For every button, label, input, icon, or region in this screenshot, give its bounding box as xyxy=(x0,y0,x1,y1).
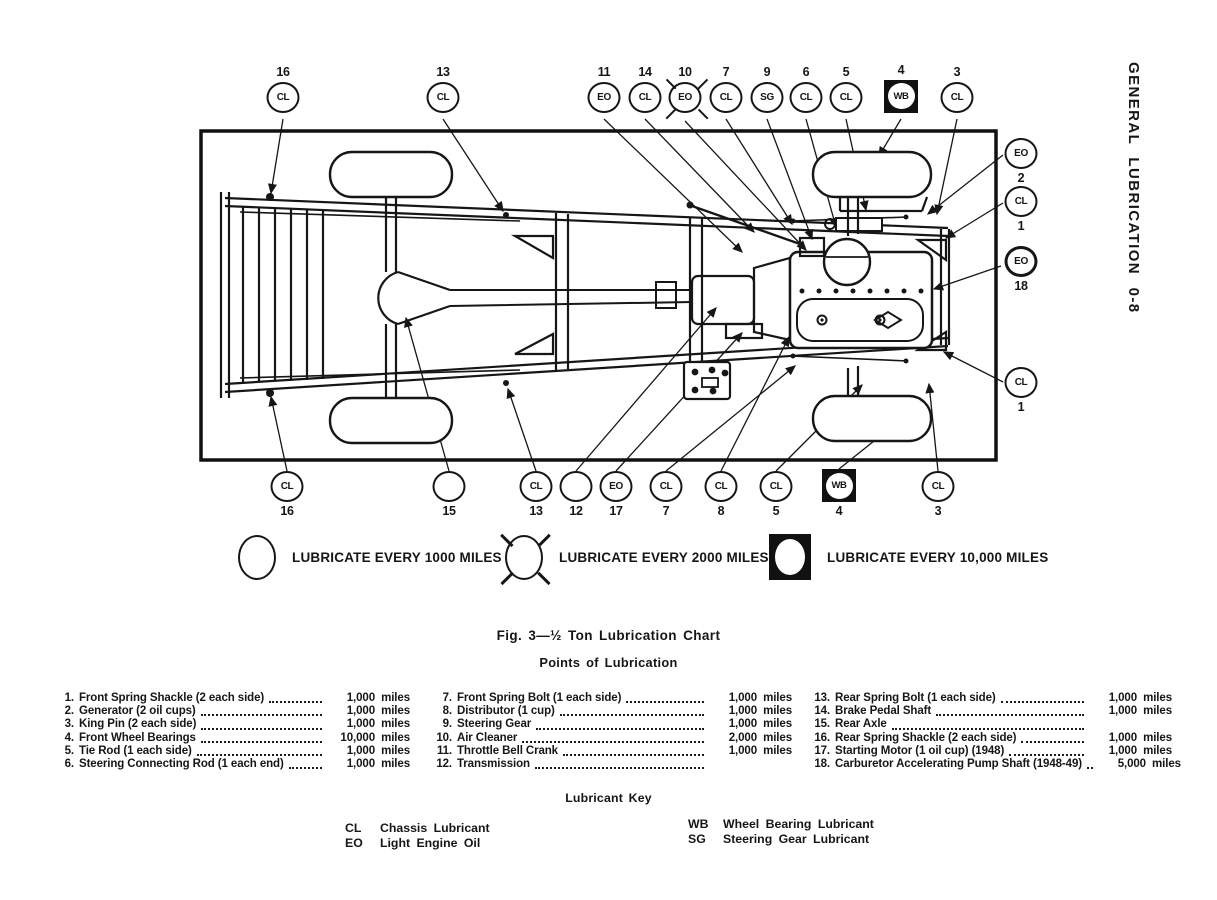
callout-top-4 xyxy=(884,64,918,113)
callout-bottom-17 xyxy=(600,471,633,518)
item-number: 12. xyxy=(436,758,452,771)
callout-top-3 xyxy=(941,66,974,113)
lubricant-key-title: Lubricant Key xyxy=(565,791,652,805)
lubricant-key-right xyxy=(688,817,874,847)
lubricant-code: CL xyxy=(659,481,673,492)
lubricant-code: CL xyxy=(276,91,290,103)
lube-1000-icon xyxy=(560,471,593,502)
list-item xyxy=(806,692,1172,705)
callout-number: 16 xyxy=(280,504,294,518)
item-interval: 1,000 miles xyxy=(728,692,792,704)
lubricant-code: EO xyxy=(1014,148,1028,159)
callout-number: 2 xyxy=(1017,171,1025,185)
list-item xyxy=(58,745,410,758)
lubricant-code: CL xyxy=(839,91,853,103)
list-item xyxy=(428,692,792,705)
lubricant-abbr: SG xyxy=(688,832,706,846)
dot-leader xyxy=(535,767,704,769)
section-page-label: GENERAL LUBRICATION 0-8 xyxy=(1125,62,1142,314)
lubricant-name: Light Engine Oil xyxy=(380,836,481,850)
callout-right-18 xyxy=(1005,246,1038,293)
callout-bottom-5 xyxy=(760,471,793,518)
points-column-1 xyxy=(58,692,410,771)
callout-number: 13 xyxy=(529,504,543,518)
lube-1000-icon xyxy=(751,82,784,113)
dot-leader xyxy=(892,728,1084,730)
legend-label: LUBRICATE EVERY 1000 MILES xyxy=(292,550,502,565)
callout-number: 1 xyxy=(1017,400,1025,414)
lubricant-code: CL xyxy=(638,91,652,103)
points-column-2 xyxy=(428,692,792,771)
lube-1000-icon xyxy=(1005,246,1038,277)
brake-plate xyxy=(684,362,730,399)
item-number: 4. xyxy=(64,731,74,744)
callout-number: 7 xyxy=(662,504,670,518)
callout-number: 1 xyxy=(1017,219,1025,233)
item-number: 18. xyxy=(814,758,830,771)
item-interval: 1,000 miles xyxy=(346,692,410,704)
callout-top-6 xyxy=(790,66,823,113)
callout-number: 14 xyxy=(638,65,652,79)
list-item xyxy=(428,745,792,758)
legend-item-1000 xyxy=(238,535,502,580)
callout-top-10 xyxy=(669,66,702,113)
lubricant-key-left xyxy=(345,821,490,851)
lube-1000-icon xyxy=(922,471,955,502)
list-item xyxy=(58,718,410,731)
list-item xyxy=(806,718,1172,731)
callout-number: 4 xyxy=(897,63,905,77)
lube-1000-icon xyxy=(267,82,300,113)
lube-1000-icon xyxy=(650,471,683,502)
lubricant-code: CL xyxy=(799,91,813,103)
tie-rod xyxy=(840,197,927,211)
callout-right-1 xyxy=(1005,186,1038,233)
lube-1000-icon xyxy=(1005,186,1038,217)
callout-number: 9 xyxy=(763,65,771,79)
lubricant-code: EO xyxy=(609,481,623,492)
item-name: Front Spring Bolt (1 each side) xyxy=(457,692,622,704)
item-number: 9. xyxy=(442,718,452,731)
callout-number: 5 xyxy=(772,504,780,518)
item-interval: 1,000 miles xyxy=(1108,692,1172,704)
dot-leader xyxy=(1009,754,1084,756)
lube-1000-icon xyxy=(1005,367,1038,398)
lube-1000-icon xyxy=(520,471,553,502)
callout-right-2 xyxy=(1005,138,1038,185)
starting-motor xyxy=(726,324,762,338)
lubricant-code: CL xyxy=(529,481,543,492)
list-item xyxy=(806,732,1172,745)
lube-2000-icon xyxy=(669,82,702,113)
lubricant-code: WB xyxy=(888,83,915,109)
front-left-wheel xyxy=(813,152,931,197)
item-interval: 1,000 miles xyxy=(1108,731,1172,744)
lubricant-code: CL xyxy=(436,91,450,103)
lubricant-name: Chassis Lubricant xyxy=(380,821,490,835)
item-interval: 2,000 miles xyxy=(728,731,792,744)
item-number: 2. xyxy=(64,705,74,718)
dot-leader xyxy=(563,754,704,756)
item-name: Transmission xyxy=(457,758,530,771)
dot-leader xyxy=(201,714,322,716)
item-number: 8. xyxy=(442,705,452,718)
callout-top-16 xyxy=(267,66,300,113)
callout-bottom-15 xyxy=(433,471,466,518)
item-number: 1. xyxy=(64,692,74,704)
legend-item-2000 xyxy=(505,535,769,580)
item-number: 6. xyxy=(64,758,74,771)
rear-left-wheel xyxy=(330,152,452,197)
list-item xyxy=(428,732,792,745)
callout-number: 18 xyxy=(1014,279,1028,293)
lube-1000-icon xyxy=(271,471,304,502)
item-interval: 1,000 miles xyxy=(346,705,410,718)
callout-top-5 xyxy=(830,66,863,113)
points-of-lubrication-title: Points of Lubrication xyxy=(539,655,678,670)
tick-mark xyxy=(537,534,550,547)
lubricant-code: EO xyxy=(1014,256,1028,267)
item-interval: 1,000 miles xyxy=(1108,705,1172,718)
item-number: 11. xyxy=(436,744,452,757)
lubricant-code: SG xyxy=(760,91,774,103)
lubricant-code: CL xyxy=(714,481,728,492)
item-interval: 1,000 miles xyxy=(346,758,410,771)
item-interval: 1,000 miles xyxy=(728,705,792,718)
item-name: Rear Axle xyxy=(835,718,887,731)
item-name: Air Cleaner xyxy=(457,731,518,744)
callout-number: 16 xyxy=(276,65,290,79)
lubricant-abbr: CL xyxy=(345,821,362,835)
lube-1000-icon xyxy=(588,82,621,113)
list-item xyxy=(428,718,792,731)
item-number: 14. xyxy=(814,705,830,718)
callout-bottom-4 xyxy=(822,469,856,518)
dot-leader xyxy=(522,741,704,743)
callout-top-13 xyxy=(427,66,460,113)
callout-bottom-12 xyxy=(560,471,593,518)
lube-10000-icon xyxy=(884,80,918,113)
callout-number: 17 xyxy=(609,504,623,518)
item-interval: 1,000 miles xyxy=(346,744,410,757)
lube-1000-icon xyxy=(1005,138,1038,169)
callout-bottom-13 xyxy=(520,471,553,518)
air-cleaner xyxy=(824,239,870,285)
key-entry xyxy=(345,821,490,836)
dot-leader xyxy=(560,714,704,716)
lube-1000-icon xyxy=(830,82,863,113)
item-name: Tie Rod (1 each side) xyxy=(79,744,192,757)
item-interval: 1,000 miles xyxy=(1108,744,1172,757)
lube-1000-icon xyxy=(238,535,276,580)
item-interval: 10,000 miles xyxy=(340,731,410,744)
lubricant-code: CL xyxy=(950,91,964,103)
callout-number: 15 xyxy=(442,504,456,518)
item-number: 16. xyxy=(814,731,830,744)
transmission xyxy=(692,258,790,340)
lubricant-name: Steering Gear Lubricant xyxy=(723,832,870,846)
lubricant-code: CL xyxy=(719,91,733,103)
front-right-wheel xyxy=(813,396,931,441)
lube-1000-icon xyxy=(600,471,633,502)
callout-number: 8 xyxy=(717,504,725,518)
lube-1000-icon xyxy=(710,82,743,113)
points-column-3 xyxy=(806,692,1181,771)
lubricant-code: CL xyxy=(931,481,945,492)
callout-number: 6 xyxy=(802,65,810,79)
dot-leader xyxy=(1087,767,1093,769)
lubricant-name: Wheel Bearing Lubricant xyxy=(723,817,874,831)
list-item xyxy=(428,705,792,718)
dot-leader xyxy=(201,741,322,743)
item-name: Throttle Bell Crank xyxy=(457,744,558,757)
item-number: 3. xyxy=(64,718,74,731)
legend-label: LUBRICATE EVERY 2000 MILES xyxy=(559,550,769,565)
key-entry xyxy=(688,832,874,847)
callout-right-1b xyxy=(1005,367,1038,414)
dot-leader xyxy=(1001,701,1084,703)
lubricant-code: EO xyxy=(597,91,611,103)
lubricant-code: EO xyxy=(678,91,692,103)
item-name: Steering Gear xyxy=(457,718,532,731)
dot-leader xyxy=(269,701,322,703)
item-number: 10. xyxy=(436,731,452,744)
callout-number: 5 xyxy=(842,65,850,79)
item-name: Generator (2 oil cups) xyxy=(79,705,196,718)
item-number: 15. xyxy=(814,718,830,731)
item-number: 5. xyxy=(64,744,74,757)
lube-1000-icon xyxy=(629,82,662,113)
dot-leader xyxy=(201,728,322,730)
item-name: Steering Connecting Rod (1 each end) xyxy=(79,758,284,771)
list-item xyxy=(806,758,1181,771)
callout-bottom-3 xyxy=(922,471,955,518)
callout-number: 12 xyxy=(569,504,583,518)
list-item xyxy=(58,705,410,718)
callout-number: 7 xyxy=(722,65,730,79)
lubricant-abbr: EO xyxy=(345,836,363,850)
list-item xyxy=(58,692,410,705)
callout-top-11 xyxy=(588,66,621,113)
lube-10000-icon xyxy=(822,469,856,502)
lubricant-code: CL xyxy=(1014,377,1028,388)
callout-top-9 xyxy=(751,66,784,113)
item-interval: 1,000 miles xyxy=(346,718,410,731)
lube-1000-icon xyxy=(427,82,460,113)
callout-number: 3 xyxy=(953,65,961,79)
callout-number: 3 xyxy=(934,504,942,518)
item-name: Starting Motor (1 oil cup) (1948) xyxy=(835,744,1005,757)
callout-number: 10 xyxy=(678,65,692,79)
legend-item-10000 xyxy=(769,534,1048,580)
item-name: Carburetor Accelerating Pump Shaft (1948-49) xyxy=(835,758,1082,771)
callout-number: 11 xyxy=(597,65,611,79)
list-item xyxy=(428,758,792,771)
lubricant-code: CL xyxy=(1014,196,1028,207)
callout-number: 4 xyxy=(835,504,843,518)
list-item xyxy=(58,758,410,771)
item-interval: 5,000 miles xyxy=(1117,758,1181,771)
dot-leader xyxy=(1021,741,1084,743)
driveshaft xyxy=(450,282,692,308)
callout-top-7 xyxy=(710,66,743,113)
rear-axle xyxy=(378,197,450,397)
lubricant-code: CL xyxy=(280,481,294,492)
callout-bottom-7 xyxy=(650,471,683,518)
lube-1000-icon xyxy=(705,471,738,502)
lube-1000-icon xyxy=(790,82,823,113)
list-item xyxy=(806,705,1172,718)
dot-leader xyxy=(536,728,704,730)
item-name: Rear Spring Bolt (1 each side) xyxy=(835,692,996,704)
item-name: Front Spring Shackle (2 each side) xyxy=(79,692,265,704)
item-number: 17. xyxy=(814,744,830,757)
item-name: Distributor (1 cup) xyxy=(457,705,555,718)
list-item xyxy=(806,745,1172,758)
lubricant-abbr: WB xyxy=(688,817,709,831)
item-name: Rear Spring Shackle (2 each side) xyxy=(835,731,1017,744)
dot-leader xyxy=(936,714,1084,716)
item-name: King Pin (2 each side) xyxy=(79,718,197,731)
figure-caption: Fig. 3—½ Ton Lubrication Chart xyxy=(496,628,721,643)
callout-bottom-16 xyxy=(271,471,304,518)
lube-1000-icon xyxy=(760,471,793,502)
lube-1000-icon xyxy=(433,471,466,502)
lube-2000-icon xyxy=(505,535,543,580)
lubricant-code: WB xyxy=(826,473,853,499)
key-entry xyxy=(345,836,490,851)
dot-leader xyxy=(197,754,322,756)
rear-right-wheel xyxy=(330,398,452,443)
item-interval: 1,000 miles xyxy=(728,744,792,757)
lube-1000-icon xyxy=(941,82,974,113)
list-item xyxy=(58,732,410,745)
callout-number: 13 xyxy=(436,65,450,79)
key-entry xyxy=(688,817,874,832)
item-number: 13. xyxy=(814,692,830,704)
callout-bottom-8 xyxy=(705,471,738,518)
item-name: Brake Pedal Shaft xyxy=(835,705,932,718)
callout-top-14 xyxy=(629,66,662,113)
dot-leader xyxy=(626,701,704,703)
item-interval: 1,000 miles xyxy=(728,718,792,731)
lube-10000-icon xyxy=(769,534,811,580)
dot-leader xyxy=(289,767,322,769)
item-number: 7. xyxy=(442,692,452,704)
item-name: Front Wheel Bearings xyxy=(79,731,196,744)
lubricant-code: CL xyxy=(769,481,783,492)
legend-label: LUBRICATE EVERY 10,000 MILES xyxy=(827,549,1049,565)
